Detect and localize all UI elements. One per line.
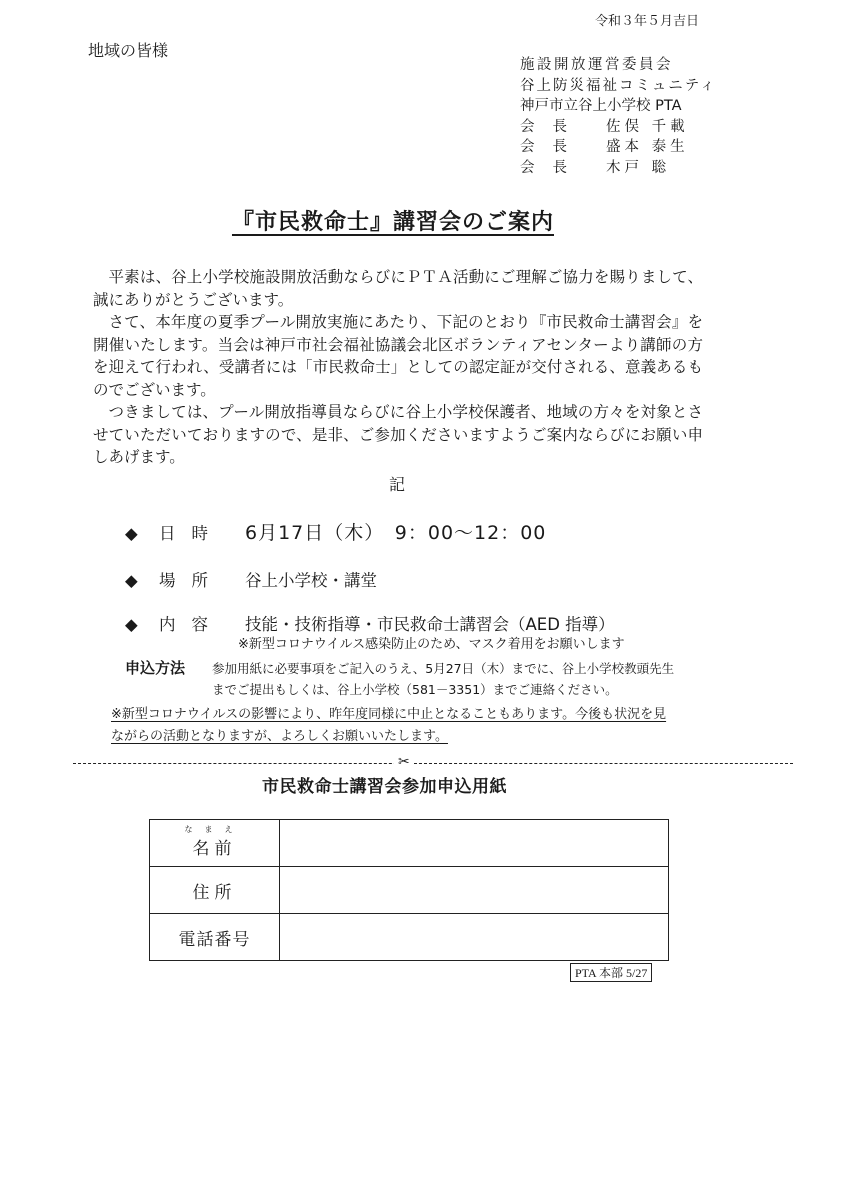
sender-org: 施設開放運営委員会 [520, 57, 673, 73]
addressee: 地域の皆様 [88, 41, 169, 60]
apply-line: までご提出もしくは、谷上小学校（581－3351）までご連絡ください。 [212, 682, 618, 697]
detail-datetime [125, 518, 546, 545]
ki-heading: 記 [389, 475, 406, 494]
form-label [150, 820, 280, 867]
detail-label: 日時 [159, 524, 224, 543]
covid-warning [111, 704, 691, 748]
warning-line: ※新型コロナウイルスの影響により、昨年度同様に中止となることもあります。今後も状況を見 [111, 707, 667, 722]
detail-place [125, 567, 377, 591]
apply-line: 参加用紙に必要事項をご記入のうえ、5月27日（木）までに、谷上小学校教頭先生 [212, 661, 675, 676]
mask-note: ※新型コロナウイルス感染防止のため、マスク着用をお願いします [238, 637, 625, 652]
cut-line [73, 763, 793, 764]
form-row-name [150, 820, 669, 867]
paragraph: さて、本年度の夏季プール開放実施にあたり、下記のとおり『市民救命士講習会』を開催いたします。当会は神戸市社会福祉協議会北区ボランティアセンターより講師の方を迎えて行われ、受講者には「市民救命士」としての認定証が交付される、意義あるものでございます。 [93, 313, 703, 399]
paragraph: つきましては、プール開放指導員ならびに谷上小学校保護者、地域の方々を対象とさせていただいておりますので、是非、ご参加くださいますようご案内ならびにお願い申しあげます。 [93, 403, 703, 466]
address-field[interactable] [280, 867, 669, 914]
pta-stamp: PTA 本部 5/27 [570, 963, 652, 982]
paragraph: 平素は、谷上小学校施設開放活動ならびにＰＴＡ活動にご理解ご協力を賜りまして、誠にありがとうございます。 [93, 268, 703, 309]
document-title: 『市民救命士』講習会のご案内 [231, 210, 554, 235]
form-row-address [150, 867, 669, 914]
application-form [149, 819, 669, 961]
sender-role: 会長 [520, 159, 585, 176]
form-title: 市民救命士講習会参加申込用紙 [262, 777, 507, 797]
scissors-icon: ✂ [394, 754, 414, 770]
detail-value: 技能・技術指導・市民救命士講習会（AED 指導） [245, 615, 615, 634]
sender-person [520, 117, 717, 138]
detail-value: 6月17日（木） 9：00～12：00 [245, 522, 547, 544]
body-text [93, 266, 703, 469]
apply-label: 申込方法 [125, 659, 186, 677]
sender-name: 盛本 泰生 [606, 139, 689, 155]
name-furigana: なまえ [184, 825, 245, 834]
sender-role: 会長 [520, 118, 585, 135]
diamond-bullet-icon: ◆ [125, 571, 138, 590]
name-field[interactable] [280, 820, 669, 867]
sender-name: 佐俣 千載 [606, 118, 689, 135]
senders-block [520, 55, 717, 178]
sender-name: 木戸 聡 [606, 159, 671, 176]
form-row-phone [150, 914, 669, 961]
form-label: 住所 [150, 867, 280, 914]
diamond-bullet-icon: ◆ [125, 615, 138, 634]
sender-role: 会長 [520, 139, 585, 155]
detail-label: 内容 [159, 615, 224, 634]
apply-text [212, 658, 702, 700]
sender-person [520, 137, 717, 158]
issue-date: 令和３年５月吉日 [594, 14, 699, 29]
form-label-text: 名前 [192, 839, 237, 859]
sender-org: 神戸市立谷上小学校 PTA [520, 98, 682, 114]
diamond-bullet-icon: ◆ [125, 524, 138, 543]
phone-field[interactable] [280, 914, 669, 961]
form-label: 電話番号 [150, 914, 280, 961]
detail-content [125, 611, 615, 635]
detail-label: 場所 [159, 571, 224, 590]
sender-org: 谷上防災福祉コミュニティ [520, 77, 717, 94]
warning-line: ながらの活動となりますが、よろしくお願いいたします。 [111, 729, 448, 744]
detail-value: 谷上小学校・講堂 [245, 571, 377, 590]
sender-person [520, 158, 717, 179]
